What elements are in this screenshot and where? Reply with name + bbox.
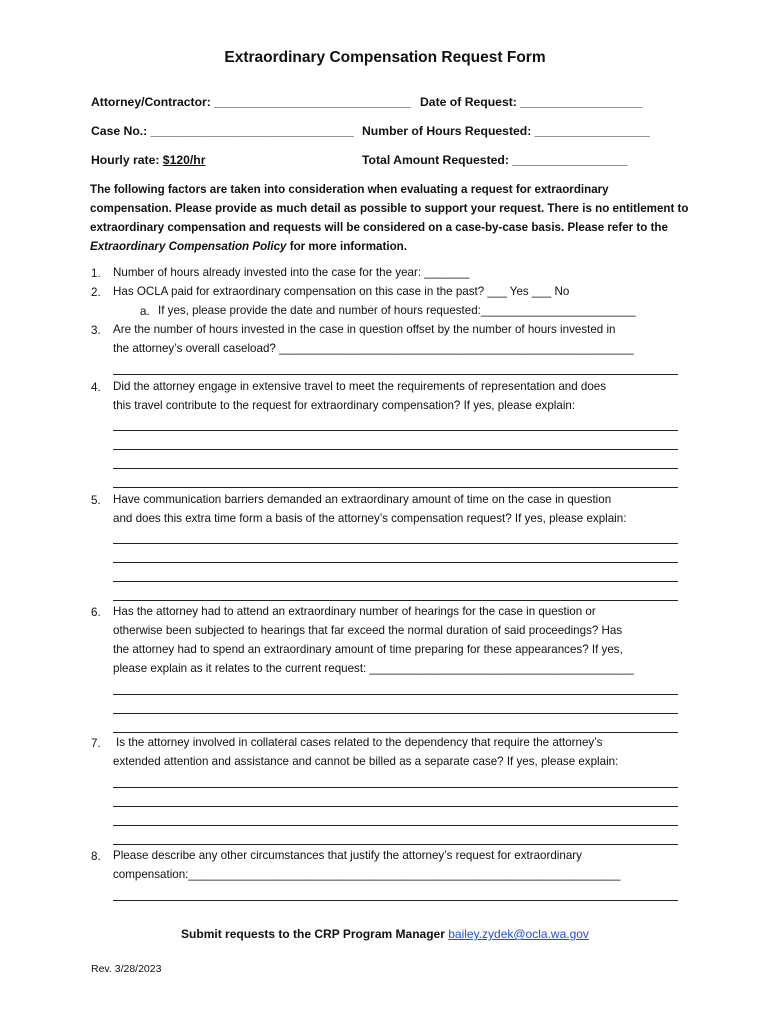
question-5-text-line-1: Have communication barriers demanded an extraordinary amount of time on the case in question xyxy=(113,493,612,506)
policy-reference: Extraordinary Compensation Policy xyxy=(90,240,287,253)
hourly-rate-label: Hourly rate: xyxy=(91,153,160,167)
question-8-number: 8. xyxy=(91,850,101,863)
attorney-field[interactable]: Attorney/Contractor: _____________________________ xyxy=(91,95,411,109)
question-8-text-line-2[interactable]: compensation:___________________________________________________________________ xyxy=(113,868,621,881)
case-no-field[interactable]: Case No.: ______________________________ xyxy=(91,124,354,138)
question-5-text-line-2: and does this extra time form a basis of the attorney’s compensation request? If yes, please explain: xyxy=(113,512,627,525)
question-2a-text[interactable]: If yes, please provide the date and number of hours requested:________________________ xyxy=(158,304,636,317)
answer-line[interactable] xyxy=(113,900,678,901)
question-7-text-line-1: Is the attorney involved in collateral cases related to the dependency that require the attorney’s xyxy=(116,736,603,749)
question-6-text-line-3: the attorney had to spend an extraordinary amount of time preparing for these appearances? If yes, xyxy=(113,643,623,656)
question-3-text-line-2[interactable]: the attorney’s overall caseload? _______________________________________________________ xyxy=(113,342,634,355)
date-of-request-field[interactable]: Date of Request: __________________ xyxy=(420,95,643,109)
answer-line[interactable] xyxy=(113,825,678,826)
question-2-number: 2. xyxy=(91,286,101,299)
answer-line[interactable] xyxy=(113,487,678,488)
answer-line[interactable] xyxy=(113,562,678,563)
answer-line[interactable] xyxy=(113,600,678,601)
answer-line[interactable] xyxy=(113,374,678,375)
answer-line[interactable] xyxy=(113,449,678,450)
answer-line[interactable] xyxy=(113,543,678,544)
answer-line[interactable] xyxy=(113,844,678,845)
total-amount-field[interactable]: Total Amount Requested: _________________ xyxy=(362,153,628,167)
question-6-text-line-2: otherwise been subjected to hearings that far exceed the normal duration of said proceedings? Has xyxy=(113,624,623,637)
question-7-text-line-2: extended attention and assistance and cannot be billed as a separate case? If yes, please explain: xyxy=(113,755,619,768)
question-4-text-line-2: this travel contribute to the request for extraordinary compensation? If yes, please explain: xyxy=(113,399,576,412)
question-6-number: 6. xyxy=(91,606,101,619)
intro-paragraph xyxy=(90,180,690,256)
question-4-text-line-1: Did the attorney engage in extensive travel to meet the requirements of representation and does xyxy=(113,380,607,393)
revision-date: Rev. 3/28/2023 xyxy=(91,963,162,975)
answer-line[interactable] xyxy=(113,732,678,733)
answer-line[interactable] xyxy=(113,694,678,695)
question-6-text-line-1: Has the attorney had to attend an extraordinary number of hearings for the case in question or xyxy=(113,605,596,618)
hourly-rate-value: $120/hr xyxy=(162,153,206,167)
question-8-text-line-1: Please describe any other circumstances that justify the attorney’s request for extraordinary xyxy=(113,849,582,862)
question-4-number: 4. xyxy=(91,381,101,394)
question-5-number: 5. xyxy=(91,494,101,507)
email-link[interactable]: bailey.zydek@ocla.wa.gov xyxy=(448,927,589,941)
answer-line[interactable] xyxy=(113,713,678,714)
question-6-text-line-4[interactable]: please explain as it relates to the current request: _________________________________________ xyxy=(113,662,634,675)
intro-text-2: for more information. xyxy=(286,240,407,253)
submit-instructions xyxy=(0,927,770,941)
question-1-number: 1. xyxy=(91,267,101,280)
question-3-number: 3. xyxy=(91,324,101,337)
answer-line[interactable] xyxy=(113,581,678,582)
question-2a-letter: a. xyxy=(140,305,150,318)
hours-requested-field[interactable]: Number of Hours Requested: _________________ xyxy=(362,124,650,138)
hourly-rate xyxy=(91,153,205,167)
question-1-text[interactable]: Number of hours already invested into the case for the year: _______ xyxy=(113,266,470,279)
answer-line[interactable] xyxy=(113,468,678,469)
answer-line[interactable] xyxy=(113,787,678,788)
question-2-text[interactable]: Has OCLA paid for extraordinary compensation on this case in the past? ___ Yes ___ No xyxy=(113,285,570,298)
answer-line[interactable] xyxy=(113,430,678,431)
form-title: Extraordinary Compensation Request Form xyxy=(224,49,546,66)
answer-line[interactable] xyxy=(113,806,678,807)
submit-text: Submit requests to the CRP Program Manager xyxy=(181,927,445,941)
question-3-text-line-1: Are the number of hours invested in the case in question offset by the number of hours invested in xyxy=(113,323,616,336)
intro-text-1: The following factors are taken into consideration when evaluating a request for extraordinary compensation. Please provide as much detail as possible to support your request. There is no entitlement to extraordinary compensation and requests will be considered on a case-by-case basis. Please refer to the xyxy=(90,183,689,234)
question-7-number: 7. xyxy=(91,737,101,750)
